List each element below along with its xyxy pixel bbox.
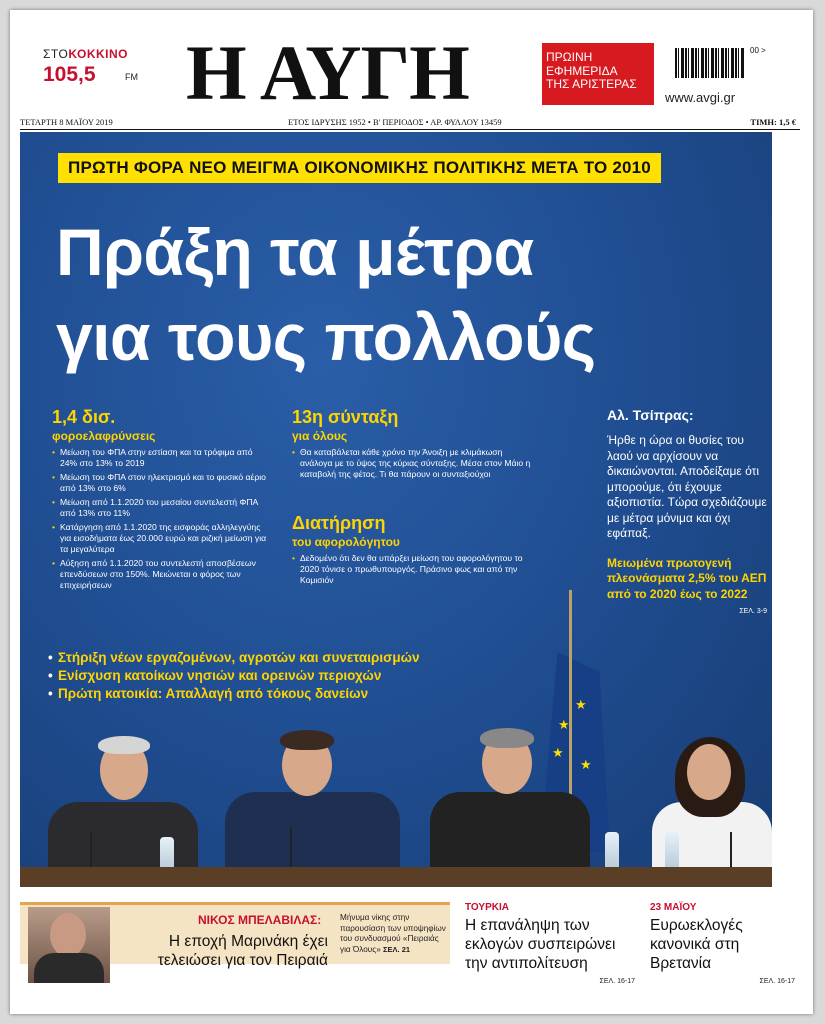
tagline-box: [542, 43, 654, 105]
quote-column: [607, 407, 767, 615]
bullet-list: [292, 447, 532, 480]
page-reference: ΣΕΛ. 3-9: [739, 608, 767, 615]
teaser-headline: Η εποχή Μαρινάκη έχει τελειώσει για τον Πειραιά: [157, 933, 328, 969]
page-reference: ΣΕΛ. 16-17: [599, 978, 635, 985]
tax-relief-column: [52, 407, 267, 594]
star-icon: ★: [552, 745, 564, 760]
person-4-head: [687, 744, 731, 800]
star-icon: ★: [575, 697, 587, 712]
list-item: • Στήριξη νέων εργαζομένων, αγροτών και συνεταιρισμών: [48, 649, 420, 667]
star-icon: ★: [558, 717, 570, 732]
issue-info-bar: [20, 114, 800, 130]
issue-established: ΕΤΟΣ ΙΔΡΥΣΗΣ 1952 • Β' ΠΕΡΙΟΔΟΣ • ΑΡ. ΦΥΛΛΟΥ 13459: [288, 117, 502, 127]
list-item: • Δεδομένο ότι δεν θα υπάρξει μείωση του αφορολόγητου το 2020 τόνισε ο πρωθυπουργός. Πράσινο φως και από την Κομισιόν: [292, 553, 532, 586]
cover-kicker: ΠΡΩΤΗ ΦΟΡΑ ΝΕΟ ΜΕΙΓΜΑ ΟΙΚΟΝΟΜΙΚΗΣ ΠΟΛΙΤΙΚΗΣ ΜΕΤΑ ΤΟ 2010: [58, 153, 661, 183]
radio-fm-label: FM: [125, 72, 138, 82]
tagline-line: ΠΡΩΙΝΗ: [546, 50, 593, 64]
person-2-hair: [280, 730, 334, 750]
pension-column: [292, 407, 532, 589]
teaser-kicker: ΤΟΥΡΚΙΑ: [465, 902, 509, 913]
person-head: [50, 913, 86, 957]
quote-text: Ήρθε η ώρα οι θυσίες του λαού να αρχίσουν να δικαιώνονται. Αποδείξαμε ότι μπορούμε, ότι έχουμε αξιοπιστία. Τώρα σχεδιάζουμε με μέτρα μόνιμα και όχι εφάπαξ.: [607, 433, 767, 540]
list-item: • Μείωση από 1.1.2020 του μεσαίου συντελεστή ΦΠΑ από 13% στο 11%: [52, 497, 267, 519]
side-text: Μήνυμα νίκης στην παρουσίαση των υποψηφίων του συνδυασμού «Πειραιάς για Όλους»: [340, 913, 446, 954]
headline-line: για τους πολλούς: [56, 300, 596, 374]
list-item: • Πρώτη κατοικία: Απαλλαγή από τόκους δανείων: [48, 685, 420, 703]
section-subtitle: για όλους: [292, 429, 348, 443]
teaser-kicker: ΝΙΚΟΣ ΜΠΕΛΑΒΙΛΑΣ:: [198, 913, 322, 927]
issue-date: ΤΕΤΑΡΤΗ 8 ΜΑΪΟΥ 2019: [20, 117, 113, 127]
water-bottle: [665, 832, 679, 872]
issue-price: ΤΙΜΗ: 1,5 €: [750, 117, 796, 127]
tagline-line: ΤΗΣ ΑΡΙΣΤΕΡΑΣ: [546, 77, 637, 91]
footer-teasers: [20, 902, 800, 1007]
list-item: • Κατάργηση από 1.1.2020 της εισφοράς αλληλεγγύης για εισοδήματα έως 20.000 ευρώ και ριζική μείωση για τα μεγαλύτερα: [52, 522, 267, 555]
bullet-list: [292, 553, 532, 586]
teaser-kicker: 23 ΜΑΪΟΥ: [650, 902, 697, 913]
list-item: • Μείωση του ΦΠΑ στην εστίαση και τα τρόφιμα από 24% στο 13% το 2019: [52, 447, 267, 469]
teaser-piraeus[interactable]: [20, 902, 450, 969]
page-reference: ΣΕΛ. 16-17: [759, 978, 795, 985]
star-icon: ★: [580, 757, 592, 772]
radio-brand: ΣΤΟΚΟΚΚΙΝΟ: [43, 47, 128, 61]
microphone-icon: [290, 827, 292, 872]
tagline-line: ΕΦΗΜΕΡΙΔΑ: [546, 63, 618, 78]
section-subtitle: του αφορολόγητου: [292, 535, 400, 549]
newspaper-front-page: [10, 10, 813, 1014]
cover-headline: [56, 210, 596, 380]
teaser-photo: [28, 907, 110, 983]
quote-author: Αλ. Τσίπρας:: [607, 407, 694, 423]
quote-highlight: Μειωμένα πρωτογενή πλεονάσματα 2,5% του ΑΕΠ από το 2020 έως το 2022: [607, 555, 767, 601]
headline-line: Πράξη τα μέτρα: [56, 215, 534, 289]
person-coat: [34, 953, 104, 983]
water-bottle: [605, 832, 619, 872]
key-measures-list: [48, 649, 420, 703]
teaser-headline: Η επανάληψη των εκλογών συσπειρώνει την αντιπολίτευση: [465, 917, 616, 972]
barcode-code: 00 >: [750, 46, 766, 55]
microphone-icon: [90, 832, 92, 872]
conference-table: [20, 867, 772, 887]
list-item: • Θα καταβάλεται κάθε χρόνο την Άνοιξη με κλιμάκωση ανάλογα με το ύψος της κύριας σύνταξης. Μέσα στον Μάιο η καταβολή της φέτος. Τι θα πάρουν οι συνταξιούχοι: [292, 447, 532, 480]
teaser-headline: Ευρωεκλογές κανονικά στη Βρετανία: [650, 917, 743, 972]
list-item: • Αύξηση από 1.1.2020 του συντελεστή αποσβέσεων επενδύσεων στο 150%. Μειώνεται ο φόρος των επιχειρήσεων: [52, 558, 267, 591]
newspaper-logo[interactable]: Η ΑΥΓΗ: [186, 29, 469, 116]
microphone-icon: [730, 832, 732, 872]
cover-story[interactable]: [20, 132, 772, 887]
section-subtitle: φοροελαφρύνσεις: [52, 429, 156, 443]
website-link[interactable]: www.avgi.gr: [665, 90, 736, 105]
teaser-side-text: [340, 913, 450, 955]
radio-frequency: 105,5: [43, 63, 96, 86]
teaser-turkey[interactable]: [465, 902, 635, 985]
bullet-list: [52, 447, 267, 591]
microphone-icon: [520, 827, 522, 872]
barcode-icon: [675, 48, 745, 78]
person-1-hair: [98, 736, 150, 754]
person-3-hair: [480, 728, 534, 748]
list-item: • Ενίσχυση κατοίκων νησιών και ορεινών περιοχών: [48, 667, 420, 685]
list-item: • Μείωση του ΦΠΑ στον ηλεκτρισμό και το φυσικό αέριο από 13% στο 6%: [52, 472, 267, 494]
teaser-britain[interactable]: [650, 902, 795, 985]
section-title: Διατήρηση: [292, 513, 386, 533]
section-title: 1,4 δισ.: [52, 407, 116, 427]
section-title: 13η σύνταξη: [292, 407, 399, 427]
radio-ad[interactable]: [43, 47, 153, 87]
page-reference: ΣΕΛ. 21: [383, 944, 411, 954]
